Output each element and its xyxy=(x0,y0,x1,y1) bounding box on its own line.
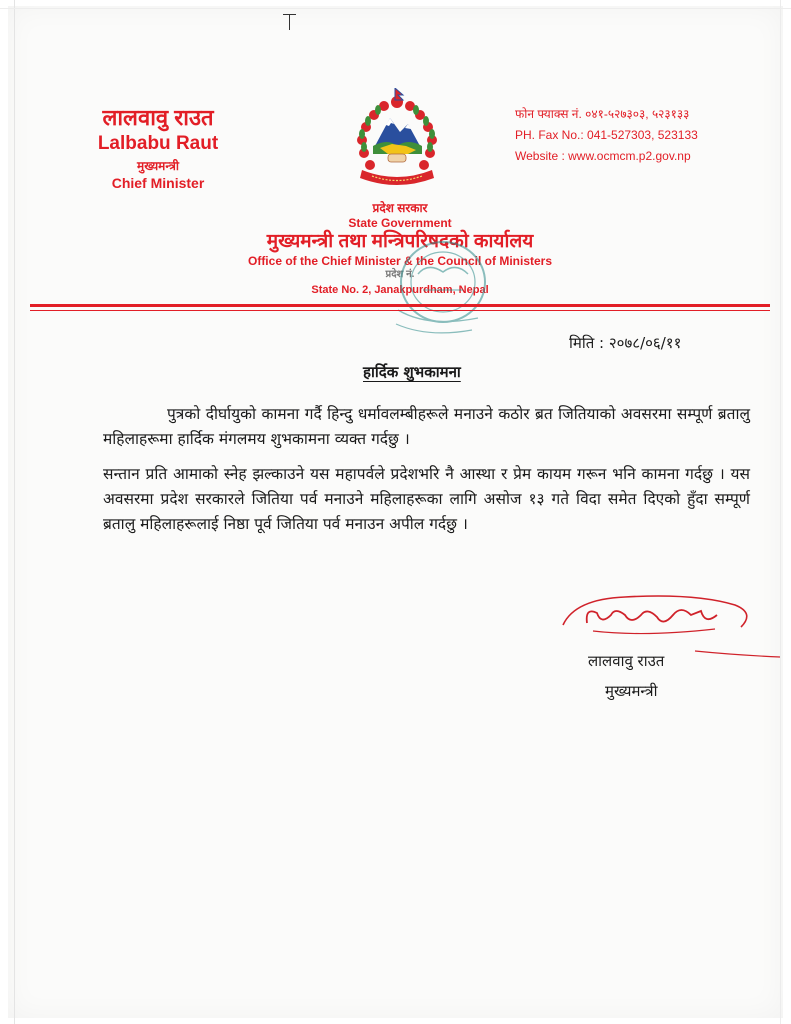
letterhead-rule-thick xyxy=(30,304,770,307)
page-edge-left xyxy=(14,0,15,1024)
letterhead-rule-thin xyxy=(30,310,770,311)
state-label-nepali: प्रदेश नं. xyxy=(385,269,415,280)
phone-fax-nepali: फोन फ्याक्स नं. ०४१-५२७३०३, ५२३१३३ xyxy=(515,107,690,121)
body-paragraph-1: पुत्रको दीर्घायुको कामना गर्दै हिन्दु धर्मावलम्बीहरूले मनाउने कठोर ब्रत जितियाको अवसरमा सम्पूर्ण ब्रतालु महिलाहरूमा हार्दिक मंगलमय शुभकामना व्यक्त गर्दछु । xyxy=(103,405,750,448)
handwritten-signature xyxy=(545,585,785,665)
punch-mark xyxy=(289,14,290,30)
office-seal-stamp xyxy=(368,232,498,342)
phone-fax-english: PH. Fax No.: 041-527303, 523133 xyxy=(515,128,698,142)
letterhead-left xyxy=(78,104,238,192)
minister-title-english: Chief Minister xyxy=(111,175,205,191)
letter-date: मिति : २०७८/०६/११ xyxy=(569,334,682,352)
signer-title: मुख्यमन्त्री xyxy=(605,682,658,700)
minister-name-nepali: लालवावु राउत xyxy=(102,105,214,130)
nepal-coat-of-arms-icon xyxy=(348,88,446,192)
page-edge-right xyxy=(780,0,781,1024)
minister-name-english: Lalbabu Raut xyxy=(97,133,219,154)
office-name-english: Office of the Chief Minister & the Council of Ministers xyxy=(247,254,553,268)
office-name-nepali: मुख्यमन्त्री तथा मन्त्रिपरिषदको कार्यालय xyxy=(266,231,534,252)
letterhead-right xyxy=(515,104,745,167)
letter-subject: हार्दिक शुभकामना xyxy=(363,363,461,381)
minister-title-nepali: मुख्यमन्त्री xyxy=(137,159,179,173)
office-address: State No. 2, Janakpurdham, Nepal xyxy=(311,284,489,296)
body-paragraph-2: सन्तान प्रति आमाको स्नेह झल्काउने यस महापर्वले प्रदेशभरि नै आस्था र प्रेम कायम गरून भनि कामना गर्दछु । यस अवसरमा प्रदेश सरकारले जितिया पर्व मनाउने महिलाहरूका लागि असोज १३ गते विदा समेत दिएको हुँदा सम्पूर्ण ब्रतालु महिलाहरूलाई निष्ठा पूर्व जितिया पर्व मनाउन अपील गर्दछु । xyxy=(103,465,750,533)
province-english: State Government xyxy=(348,216,452,230)
website-text: Website : www.ocmcm.p2.gov.np xyxy=(515,149,691,163)
page-edge-top xyxy=(0,8,791,9)
signer-name: लालवावु राउत xyxy=(588,652,665,670)
province-nepali: प्रदेश सरकार xyxy=(372,201,428,215)
